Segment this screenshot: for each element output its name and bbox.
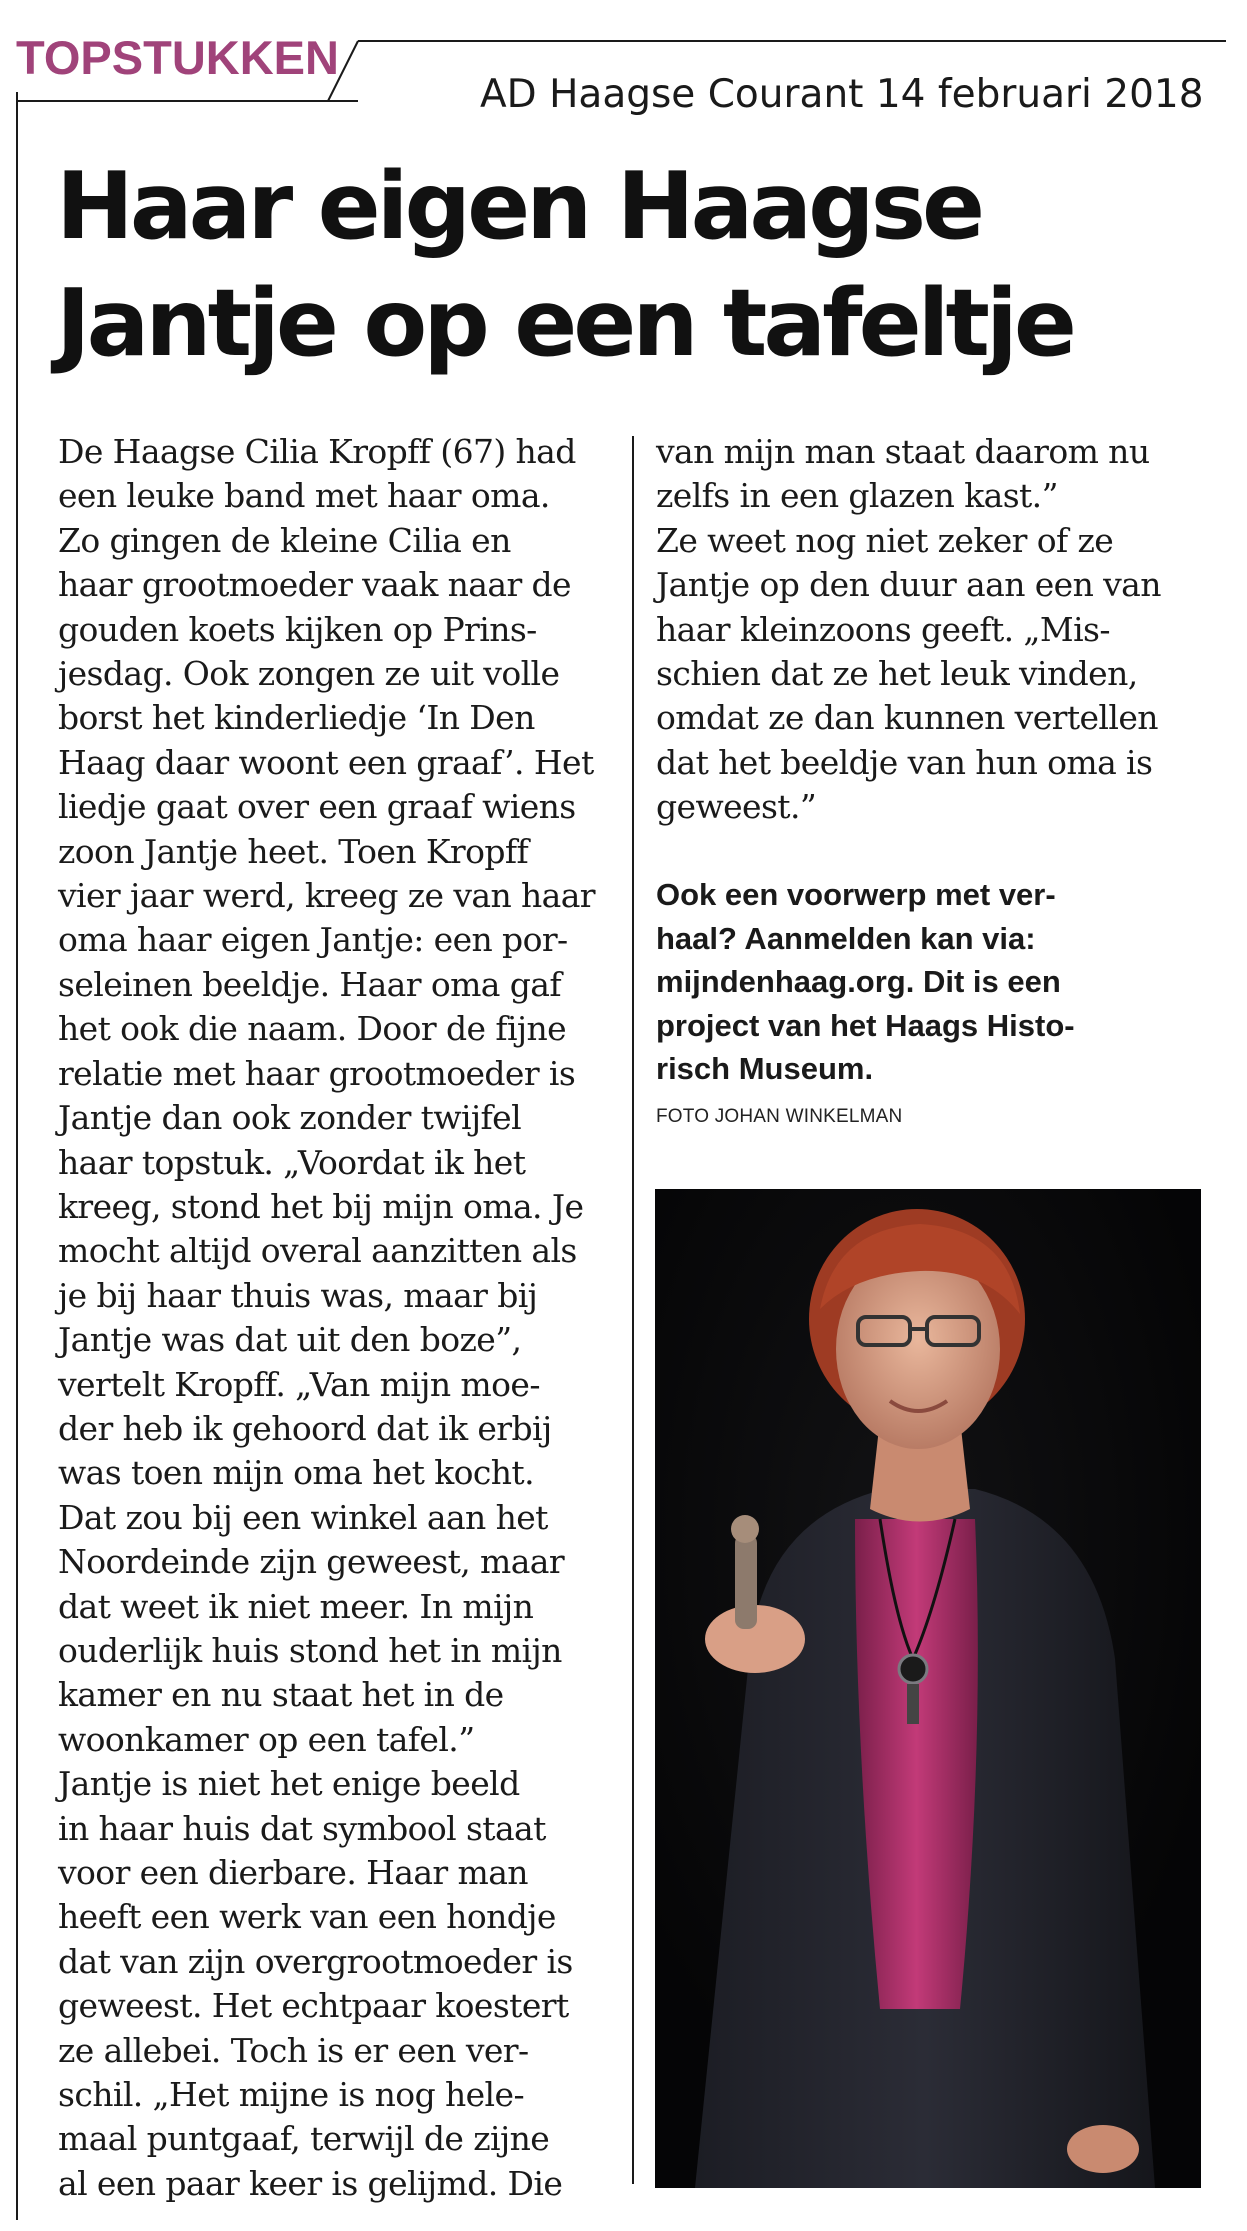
portrait-illustration bbox=[655, 1189, 1201, 2188]
body-col2-line: van mijn man staat daarom nu bbox=[656, 432, 1150, 471]
callout-line: project van het Haags Histo- bbox=[656, 1007, 1075, 1043]
body-col1-line: vertelt Kropff. „Van mijn moe- bbox=[58, 1364, 540, 1404]
body-col1-line: was toen mijn oma het kocht. bbox=[58, 1453, 534, 1493]
section-kicker: TOPSTUKKEN bbox=[16, 31, 339, 84]
body-col1-line: haar grootmoeder vaak naar de bbox=[58, 565, 571, 605]
callout-box bbox=[656, 873, 1216, 1091]
body-col1-line: vier jaar werd, kreeg ze van haar bbox=[58, 876, 595, 916]
body-col1-line: Noordeinde zijn geweest, maar bbox=[58, 1542, 565, 1582]
body-col2-line: haar kleinzoons geeft. „Mis- bbox=[656, 609, 1110, 649]
body-column-1 bbox=[58, 430, 618, 2206]
body-col1-line: zoon Jantje heet. Toen Kropff bbox=[58, 831, 529, 871]
body-col1-line: jesdag. Ook zongen ze uit volle bbox=[58, 654, 560, 694]
callout-line: haal? Aanmelden kan via: bbox=[656, 920, 1036, 956]
body-col1-line: relatie met haar grootmoeder is bbox=[58, 1053, 576, 1093]
body-col1-line: mocht altijd overal aanzitten als bbox=[58, 1231, 577, 1271]
source-line: AD Haagse Courant 14 februari 2018 bbox=[480, 72, 1204, 117]
body-col1-line: oma haar eigen Jantje: een por- bbox=[58, 920, 568, 960]
body-col1-line: ze allebei. Toch is er een ver- bbox=[58, 2030, 529, 2070]
headline-line-1: Haar eigen Haagse bbox=[56, 152, 982, 260]
body-col1-line: kamer en nu staat het in de bbox=[58, 1675, 504, 1715]
body-col1-line: Jantje was dat uit den boze”, bbox=[58, 1320, 522, 1360]
body-col1-line: gouden koets kijken op Prins- bbox=[58, 609, 537, 649]
callout-line: mijndenhaag.org. Dit is een bbox=[656, 964, 1061, 999]
headline-line-2: Jantje op een tafeltje bbox=[56, 269, 1073, 377]
body-col2-line: Jantje op den duur aan een van bbox=[656, 565, 1161, 605]
body-col1-line: Jantje is niet het enige beeld bbox=[58, 1764, 520, 1804]
body-col1-line: heeft een werk van een hondje bbox=[58, 1897, 556, 1937]
callout-line: Ook een voorwerp met ver- bbox=[656, 877, 1056, 912]
body-col2-line: zelfs in een glazen kast.” bbox=[656, 476, 1058, 516]
header-rule bbox=[358, 40, 1226, 42]
kicker-underline bbox=[16, 100, 358, 102]
body-col1-line: al een paar keer is gelijmd. Die bbox=[58, 2163, 563, 2203]
body-col1-line: Dat zou bij een winkel aan het bbox=[58, 1497, 548, 1537]
body-col1-line: der heb ik gehoord dat ik erbij bbox=[58, 1408, 552, 1448]
body-col1-line: Haag daar woont een graaf’. Het bbox=[58, 742, 594, 782]
portrait-photo bbox=[655, 1189, 1201, 2188]
body-col2-line: omdat ze dan kunnen vertellen bbox=[656, 698, 1158, 738]
body-column-2 bbox=[656, 430, 1216, 830]
body-col1-line: schil. „Het mijne is nog hele- bbox=[58, 2075, 524, 2115]
body-col2-line: Ze weet nog niet zeker of ze bbox=[656, 520, 1114, 560]
headline bbox=[56, 148, 1226, 382]
body-col1-line: maal puntgaaf, terwijl de zijne bbox=[58, 2119, 550, 2159]
body-col1-line: Zo gingen de kleine Cilia en bbox=[58, 520, 511, 560]
left-frame-rule bbox=[16, 92, 18, 2220]
body-col1-line: je bij haar thuis was, maar bij bbox=[58, 1275, 538, 1315]
body-col1-line: het ook die naam. Door de fijne bbox=[58, 1009, 567, 1049]
photo-credit: FOTO JOHAN WINKELMAN bbox=[656, 1106, 903, 1127]
body-col1-line: liedje gaat over een graaf wiens bbox=[58, 787, 576, 827]
body-col1-line: dat van zijn overgrootmoeder is bbox=[58, 1941, 573, 1981]
body-col2-line: geweest.” bbox=[656, 787, 817, 827]
body-col2-line: dat het beeldje van hun oma is bbox=[656, 742, 1153, 782]
body-col1-line: seleinen beeldje. Haar oma gaf bbox=[58, 964, 561, 1004]
column-rule bbox=[632, 436, 634, 2184]
body-col1-line: geweest. Het echtpaar koestert bbox=[58, 1986, 569, 2026]
body-col2-line: schien dat ze het leuk vinden, bbox=[656, 654, 1138, 694]
body-col1-line: voor een dierbare. Haar man bbox=[58, 1853, 528, 1892]
body-col1-line: haar topstuk. „Voordat ik het bbox=[58, 1142, 526, 1182]
body-col1-line: woonkamer op een tafel.” bbox=[58, 1719, 475, 1759]
body-col1-line: dat weet ik niet meer. In mijn bbox=[58, 1586, 534, 1626]
callout-line: risch Museum. bbox=[656, 1051, 874, 1086]
body-col1-line: kreeg, stond het bij mijn oma. Je bbox=[58, 1186, 584, 1226]
body-col1-line: Jantje dan ook zonder twijfel bbox=[58, 1098, 522, 1138]
body-col1-line: in haar huis dat symbool staat bbox=[58, 1808, 546, 1848]
body-col1-line: De Haagse Cilia Kropff (67) had bbox=[58, 432, 576, 471]
body-col1-line: een leuke band met haar oma. bbox=[58, 476, 550, 516]
body-col1-line: ouderlijk huis stond het in mijn bbox=[58, 1630, 562, 1670]
body-col1-line: borst het kinderliedje ‘In Den bbox=[58, 698, 535, 738]
